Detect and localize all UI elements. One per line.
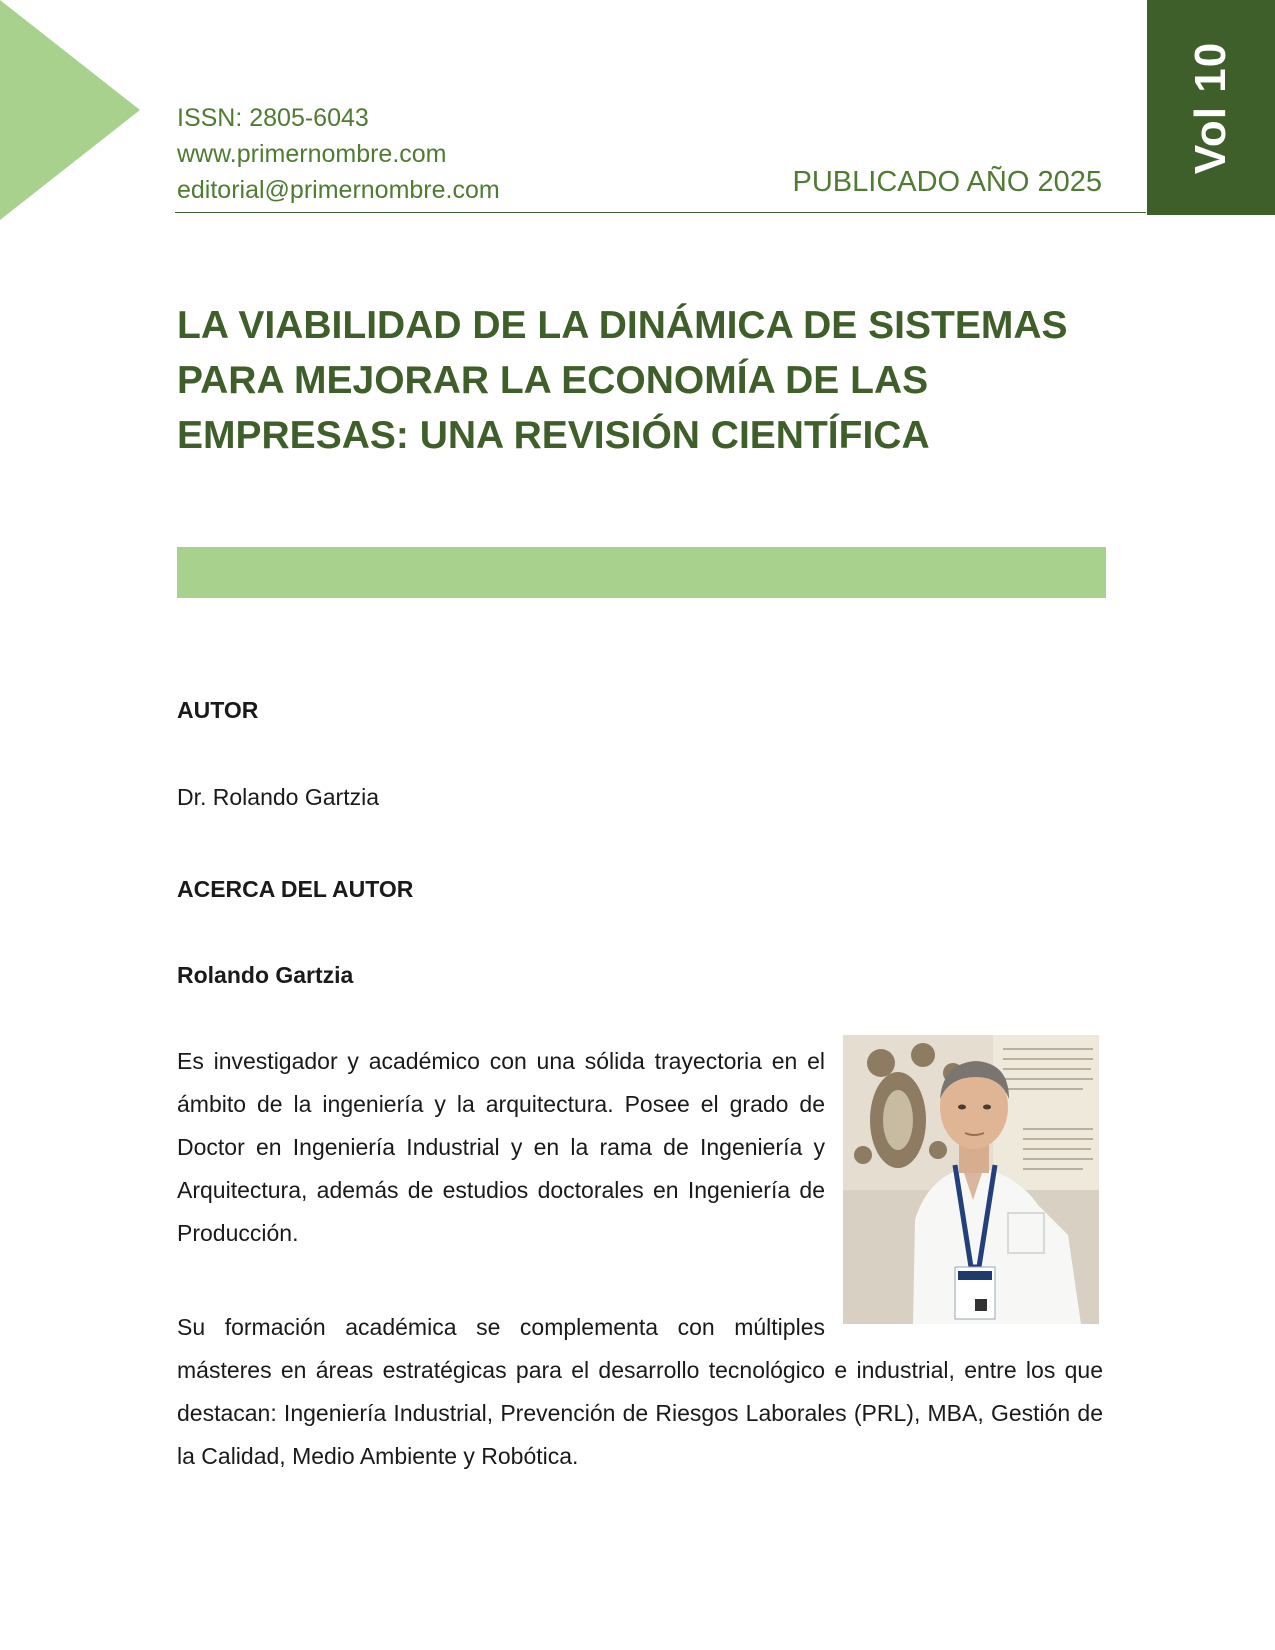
photo-wrap-spacer	[825, 1306, 1103, 1336]
issn-text: ISSN: 2805-6043	[177, 104, 369, 132]
header-divider	[175, 212, 1146, 213]
about-author-heading: ACERCA DEL AUTOR	[177, 876, 414, 902]
title-accent-band	[177, 547, 1106, 598]
bio-paragraph-1: Es investigador y académico con una sólida trayectoria en el ámbito de la ingeniería y la arquitectura. Posee el grado de Doctor en Ingeniería Industrial y en la rama de Ingeniería y Arquitectura, además de estudios doctorales en Ingeniería de Producción.	[177, 1048, 825, 1246]
journal-info	[177, 100, 500, 208]
author-photo-image	[843, 1035, 1099, 1324]
bio-paragraph-2: Su formación académica se complementa con múltiples másteres en áreas estratégicas para el desarrollo tecnológico e industrial, entre los que destacan: Ingeniería Industrial, Prevención de Riesgos Laborales (PRL), MBA, Gestión de la Calidad, Medio Ambiente y Robótica.	[177, 1306, 1103, 1478]
author-photo	[843, 1035, 1099, 1324]
volume-tab	[1147, 0, 1275, 215]
corner-triangle-decoration	[0, 0, 140, 220]
website-text: www.primernombre.com	[177, 140, 447, 168]
publication-year: PUBLICADO AÑO 2025	[792, 166, 1102, 198]
volume-label: Vol 10	[1186, 41, 1236, 174]
bio-author-name: Rolando Gartzia	[177, 962, 354, 988]
email-text: editorial@primernombre.com	[177, 176, 500, 204]
article-title: LA VIABILIDAD DE LA DINÁMICA DE SISTEMAS PARA MEJORAR LA ECONOMÍA DE LAS EMPRESAS: UNA REVISIÓN CIENTÍFICA	[177, 304, 1068, 457]
author-heading: AUTOR	[177, 697, 259, 723]
author-name: Dr. Rolando Gartzia	[177, 784, 379, 810]
